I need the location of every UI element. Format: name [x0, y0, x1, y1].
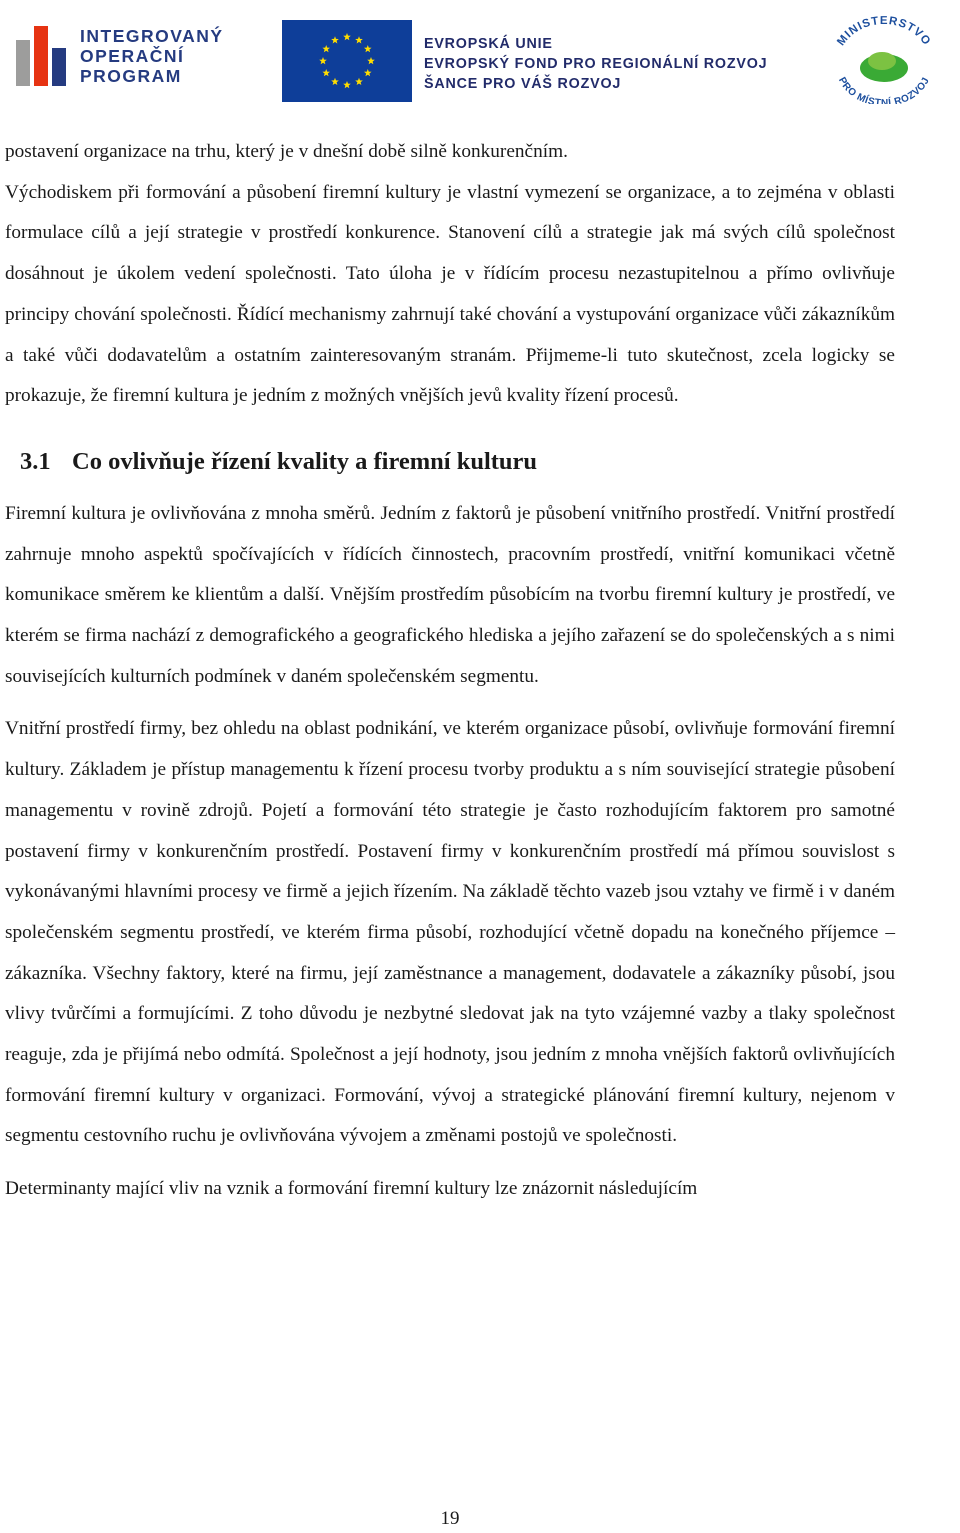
section-number: 3.1: [20, 447, 51, 475]
eu-stars-icon: [282, 20, 412, 102]
eu-star-icon: [364, 45, 372, 52]
document-body: [5, 132, 895, 1210]
section-title: Co ovlivňuje řízení kvality a firemní kulturu: [72, 447, 538, 475]
mmr-logo-bottom-text: PRO MÍSTNÍ ROZVOJ: [835, 75, 933, 104]
eu-logo-line: ŠANCE PRO VÁŠ ROZVOJ: [424, 76, 622, 92]
eu-flag-logo: [282, 20, 412, 102]
eu-star-icon: [331, 78, 339, 85]
eu-star-icon: [343, 33, 351, 40]
eu-star-icon: [343, 81, 351, 88]
page-header: [0, 0, 960, 112]
body-paragraph: Firemní kultura je ovlivňována z mnoha směrů. Jedním z faktorů je působení vnitřního prostředí. Vnitřní prostředí zahrnuje mnoho aspektů spočívajících v řídících činnostech, pracovním prostředí, vnitřní komunikaci včetně komunikace směrem ke klientům a další. Vnějším prostředím působícím na tvorbu firemní kultury je prostředí, ve kterém se firma nachází z demografického a geografického hlediska a jejího zařazení se do společenských a s nimi souvisejících kulturních podmínek v daném společenském segmentu.: [5, 502, 895, 687]
iop-logo-line: INTEGROVANÝ: [80, 26, 224, 46]
page-number: 19: [440, 1508, 460, 1529]
mmr-emblem-icon: [820, 14, 948, 104]
mmr-logo-top-text: MINISTERSTVO: [835, 14, 933, 49]
eu-star-icon: [355, 36, 363, 43]
eu-star-icon: [331, 36, 339, 43]
iop-logo-text: [80, 26, 224, 86]
body-paragraph: Determinanty mající vliv na vznik a formování firemní kultury lze znázornit následujícím: [5, 1178, 698, 1200]
body-paragraph: postavení organizace na trhu, který je v dnešní době silně konkurenčním.: [5, 141, 568, 162]
eu-logo-text: [424, 34, 767, 94]
eu-logo-line: EVROPSKÝ FOND PRO REGIONÁLNÍ ROZVOJ: [424, 56, 768, 72]
eu-star-icon: [322, 45, 330, 52]
eu-star-icon: [322, 69, 330, 76]
iop-logo-line: PROGRAM: [80, 66, 182, 86]
iop-logo-mark: [16, 26, 66, 86]
body-paragraph: Východiskem při formování a působení firemní kultury je vlastní vymezení se organizace, a to zejména v oblasti formulace cílů a její strategie v prostředí konkurence. Stanovení cílů a strategie jak má svých cílů společnost dosáhnout je úkolem vedení společnosti. Tato úloha je v řídícím procesu nezastupitelnou a přímo ovlivňuje principy chování společnosti. Řídící mechanismy zahrnují také chování a vystupování organizace vůči zákazníkům a také vůči dodavatelům a ostatním zainteresovaným stranám. Přijmeme-li tuto skutečnost, zcela logicky se prokazuje, že firemní kultura je jedním z možných vnějších jevů kvality řízení procesů.: [5, 181, 895, 407]
eu-star-icon: [364, 69, 372, 76]
body-paragraph: Vnitřní prostředí firmy, bez ohledu na oblast podnikání, ve kterém organizace působí, ovlivňuje formování firemní kultury. Základem je přístup managementu k řízení procesu tvorby produktu a s ním související strategie působení managementu v rovině zdrojů. Pojetí a formování této strategie je často rozhodujícím faktorem pro samotné postavení firmy v konkurenčním prostředí. Postavení firmy v konkurenčním prostředí má přímou souvislost s vykonávanými hlavními procesy ve firmě a jejich řízením. Na základě těchto vazeb jsou vztahy ve firmě i v daném společenském segmentu prostředí, ve kterém firma působí, rozhodující včetně dopadu na konečného příjemce – zákazníka. Všechny faktory, které na firmu, její zaměstnance a management, dodavatele a zákazníky působí, jsou vlivy tvůrčími a formujícími. Z toho důvodu je nezbytné sledovat jak na tyto vzájemné vazby a tlaky společnost reaguje, zda je přijímá nebo odmítá. Společnost a její hodnoty, jsou jedním z mnoha vnějších faktorů ovlivňujících formování firemní kultury v organizaci. Formování, vývoj a strategické plánování firemní kultury, nejenom v segmentu cestovního ruchu je ovlivňována vývojem a změnami postojů ve společnosti.: [5, 718, 895, 1147]
eu-star-icon: [319, 57, 327, 64]
section-heading: [20, 442, 895, 482]
svg-text:MINISTERSTVO: [835, 15, 933, 48]
mmr-logo: [820, 14, 948, 104]
iop-logo-line: OPERAČNÍ: [80, 46, 185, 66]
eu-logo-line: EVROPSKÁ UNIE: [424, 36, 553, 52]
eu-star-icon: [355, 78, 363, 85]
eu-star-icon: [367, 57, 375, 64]
iop-logo: [16, 14, 256, 98]
